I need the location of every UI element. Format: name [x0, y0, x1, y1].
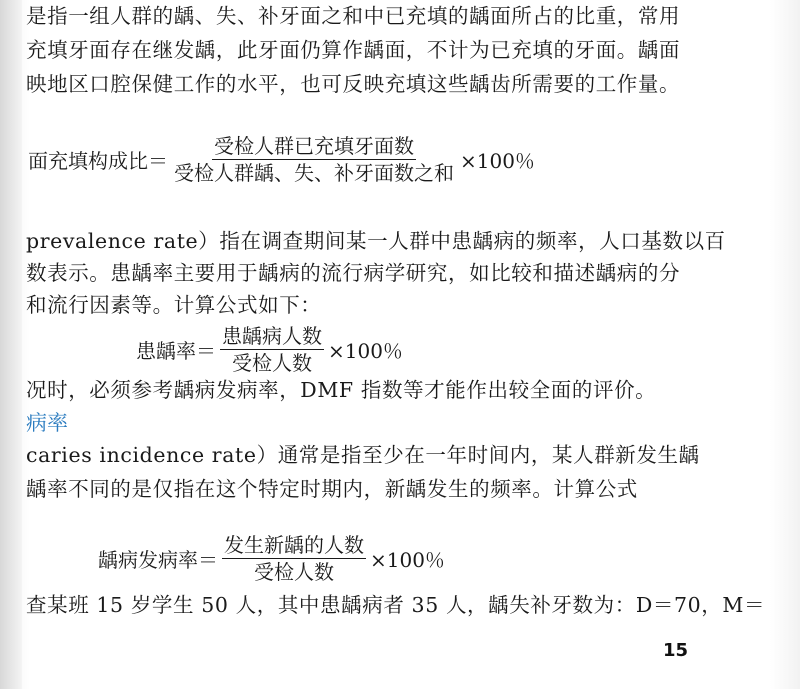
paragraph-2-line-3: 和流行因素等。计算公式如下： — [26, 293, 322, 317]
page-number: 15 — [662, 640, 688, 661]
paragraph-4-line-2: 龋率不同的是仅指在这个特定时期内，新龋发生的频率。计算公式 — [26, 477, 638, 501]
formula-numerator: 患龋病人数 — [222, 324, 322, 348]
paragraph-1-line-2: 充填牙面存在继发龋，此牙面仍算作龋面，不计为已充填的牙面。龋面 — [26, 38, 681, 62]
formula-denominator: 受检人数 — [254, 560, 334, 584]
formula-fraction — [172, 134, 456, 185]
formula-numerator: 受检人群已充填牙面数 — [214, 134, 414, 158]
incidence-formula — [96, 533, 445, 584]
formula-multiplier: ×100％ — [460, 149, 535, 173]
formula-label: 龋病发病率＝ — [98, 548, 218, 572]
section-heading: 病率 — [26, 411, 68, 435]
formula-multiplier: ×100％ — [370, 548, 445, 572]
paragraph-3-line-1: 况时，必须参考龋病发病率，DMF 指数等才能作出较全面的评价。 — [26, 378, 657, 402]
paragraph-1-line-1: 是指一组人群的龋、失、补牙面之和中已充填的龋面所占的比重，常用 — [26, 4, 681, 28]
formula-numerator: 发生新龋的人数 — [224, 533, 364, 557]
formula-label: 面充填构成比＝ — [28, 149, 168, 173]
formula-multiplier: ×100％ — [328, 339, 403, 363]
paragraph-2-line-1: prevalence rate）指在调查期间某一人群中患龋病的频率，人口基数以百 — [26, 229, 726, 253]
paragraph-4-line-1: caries incidence rate）通常是指至少在一年时间内，某人群新发生龋 — [26, 443, 700, 467]
formula-denominator: 受检人群龋、失、补牙面数之和 — [174, 161, 454, 185]
formula-fraction — [222, 533, 366, 584]
formula-fraction — [220, 324, 324, 375]
filling-ratio-formula — [26, 134, 535, 185]
paragraph-5-line-1: 查某班 15 岁学生 50 人，其中患龋病者 35 人，龋失补牙数为：D＝70，M＝ — [26, 593, 766, 617]
prevalence-formula — [134, 324, 403, 375]
formula-label: 患龋率＝ — [136, 339, 216, 363]
formula-denominator: 受检人数 — [232, 351, 312, 375]
paragraph-2-line-2: 数表示。患龋率主要用于龋病的流行病学研究，如比较和描述龋病的分 — [26, 261, 681, 285]
page-gutter — [0, 0, 22, 689]
paragraph-1-line-3: 映地区口腔保健工作的水平，也可反映充填这些龋齿所需要的工作量。 — [26, 72, 681, 96]
